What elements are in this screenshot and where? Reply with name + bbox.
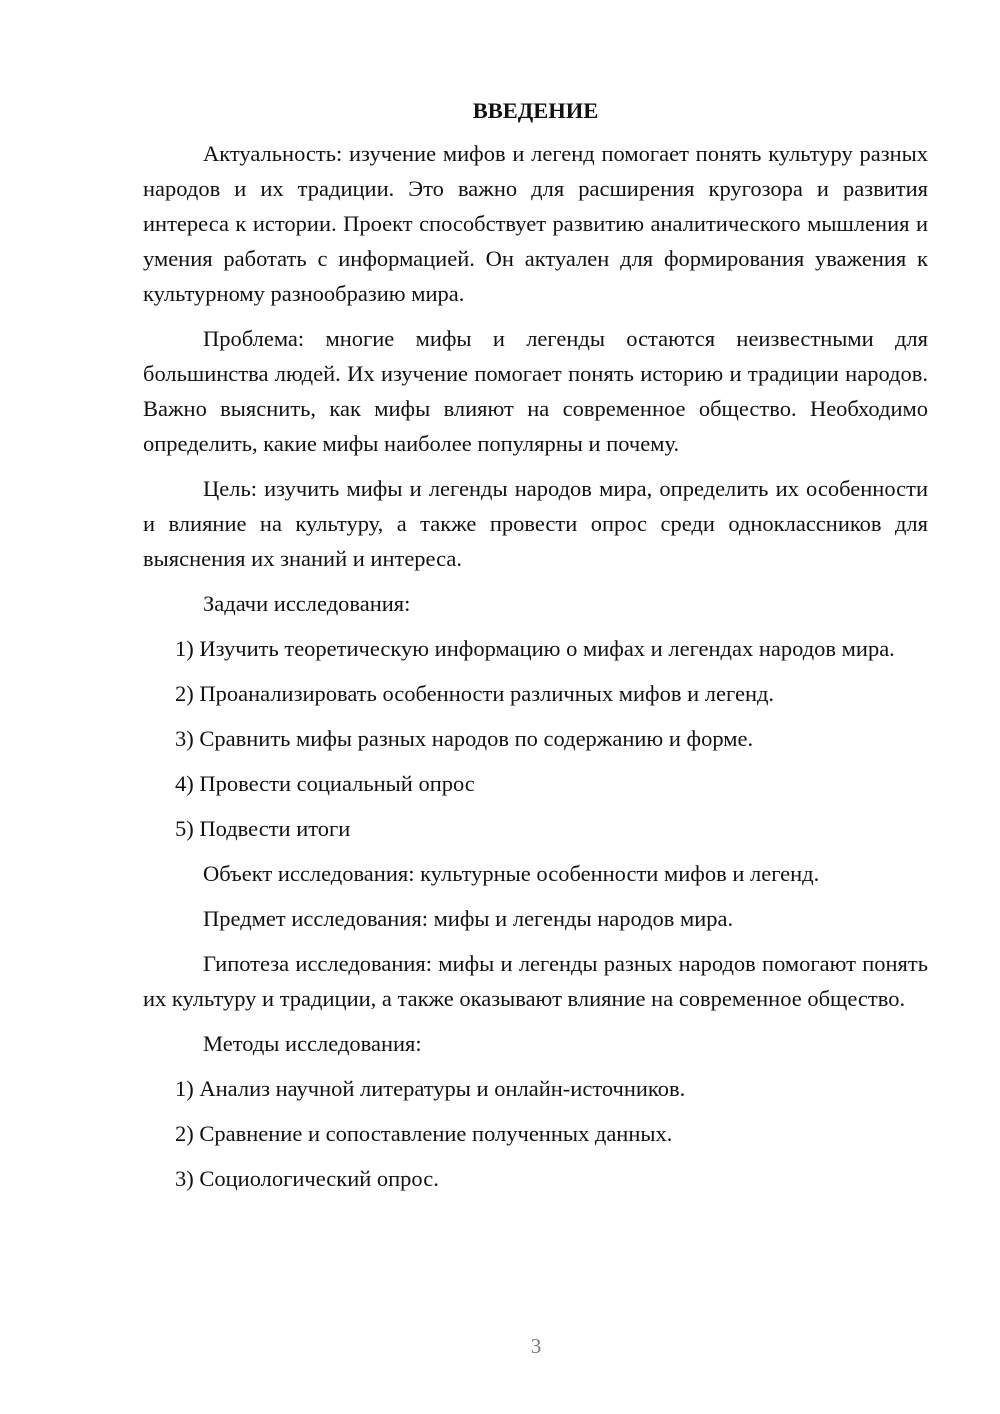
task-item: 2) Проанализировать особенности различных мифов и легенд. [175, 681, 775, 706]
task-item: 5) Подвести итоги [175, 816, 351, 841]
method-item: 3) Социологический опрос. [175, 1166, 439, 1191]
goal-paragraph: Цель: изучить мифы и легенды народов мира, определить их особенности и влияние на культуру, а также провести опрос среди одноклассников для выяснения их знаний и интереса. [143, 476, 928, 571]
method-item: 2) Сравнение и сопоставление полученных данных. [175, 1121, 673, 1146]
object-paragraph: Объект исследования: культурные особенности мифов и легенд. [203, 861, 820, 886]
relevance-paragraph: Актуальность: изучение мифов и легенд помогает понять культуру разных народов и их традиции. Это важно для расширения кругозора и развития интереса к истории. Проект способствует развитию аналитического мышления и умения работать с информацией. Он актуален для формирования уважения к культурному разнообразию мира. [143, 141, 928, 306]
document-page [143, 92, 928, 1206]
subject-paragraph: Предмет исследования: мифы и легенды народов мира. [203, 906, 734, 931]
page-number: 3 [530, 1334, 542, 1358]
section-title: ВВЕДЕНИЕ [472, 98, 599, 123]
task-item: 3) Сравнить мифы разных народов по содержанию и форме. [175, 726, 754, 751]
task-item: 1) Изучить теоретическую информацию о мифах и легендах народов мира. [175, 636, 895, 661]
hypothesis-paragraph: Гипотеза исследования: мифы и легенды разных народов помогают понять их культуру и традиции, а также оказывают влияние на современное общество. [143, 951, 928, 1011]
task-item: 4) Провести социальный опрос [175, 771, 475, 796]
methods-label: Методы исследования: [203, 1031, 422, 1056]
method-item: 1) Анализ научной литературы и онлайн-источников. [175, 1076, 686, 1101]
tasks-label: Задачи исследования: [203, 591, 411, 616]
problem-paragraph: Проблема: многие мифы и легенды остаются неизвестными для большинства людей. Их изучение помогает понять историю и традиции народов. Важно выяснить, как мифы влияют на современное общество. Необходимо определить, какие мифы наиболее популярны и почему. [143, 326, 928, 456]
